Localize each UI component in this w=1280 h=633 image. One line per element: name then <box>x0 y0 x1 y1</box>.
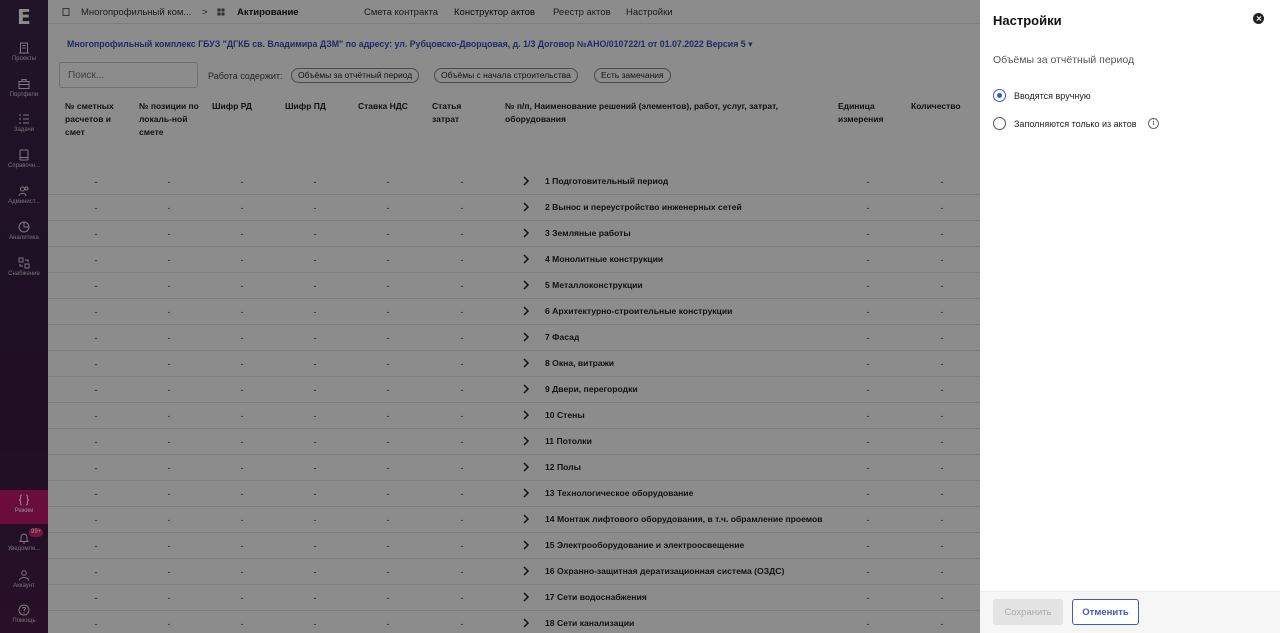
table-cell: - <box>866 567 870 577</box>
radio-manual[interactable] <box>993 89 1006 102</box>
table-cell: - <box>167 411 171 421</box>
table-cell: - <box>167 281 171 291</box>
table-cell: - <box>866 359 870 369</box>
table-cell: - <box>386 567 390 577</box>
notification-badge: 99+ <box>31 529 42 535</box>
table-cell: - <box>240 489 244 499</box>
column-header: № сметных расчетов и смет <box>65 101 114 137</box>
row-name: 8 Окна, витражи <box>545 358 615 368</box>
table-cell: - <box>240 203 244 213</box>
table-cell: - <box>167 541 171 551</box>
table-cell: - <box>940 177 944 187</box>
table-cell: - <box>460 463 464 473</box>
info-icon[interactable]: i <box>1148 118 1159 129</box>
table-cell: - <box>866 463 870 473</box>
row-name: 16 Охранно-защитная дератизационная система (ОЗДС) <box>545 566 785 576</box>
table-cell: - <box>94 541 98 551</box>
save-button[interactable]: Сохранить <box>993 599 1063 625</box>
table-cell: - <box>240 463 244 473</box>
table-cell: - <box>167 229 171 239</box>
table-cell: - <box>313 359 317 369</box>
table-cell: - <box>866 255 870 265</box>
row-name: 7 Фасад <box>545 332 580 342</box>
sidebar-item-label: Справочн... <box>7 163 41 169</box>
column-header: № п/п, Наименование решений (элементов), работ, услуг, затрат, оборудования <box>505 101 778 124</box>
table-cell: - <box>460 567 464 577</box>
table-cell: - <box>460 203 464 213</box>
table-cell: - <box>240 515 244 525</box>
sidebar-item-label: Уведомле... <box>7 546 41 552</box>
table-cell: - <box>460 411 464 421</box>
filter-label: Работа содержит: <box>208 71 283 81</box>
table-cell: - <box>940 307 944 317</box>
table-cell: - <box>460 593 464 603</box>
table-cell: - <box>866 203 870 213</box>
table-cell: - <box>240 567 244 577</box>
sidebar-item-label: Проекты <box>11 56 37 62</box>
close-icon[interactable] <box>1253 13 1264 24</box>
table-cell: - <box>866 489 870 499</box>
table-cell: - <box>940 255 944 265</box>
table-cell: - <box>167 437 171 447</box>
table-cell: - <box>167 619 171 629</box>
filter-chip-period-volumes[interactable]: Объёмы за отчётный период <box>291 68 419 83</box>
table-cell: - <box>167 489 171 499</box>
table-cell: - <box>240 281 244 291</box>
table-cell: - <box>866 229 870 239</box>
row-name: 12 Полы <box>545 462 581 472</box>
table-cell: - <box>386 463 390 473</box>
column-header: № позиции по локаль-ной смете <box>139 101 199 137</box>
table-cell: - <box>386 307 390 317</box>
tab-settings[interactable]: Настройки <box>626 7 673 18</box>
table-cell: - <box>94 619 98 629</box>
row-name: 1 Подготовительный период <box>545 176 669 186</box>
table-cell: - <box>866 515 870 525</box>
column-header: Статья затрат <box>432 101 462 124</box>
table-cell: - <box>940 619 944 629</box>
row-name: 15 Электрооборудование и электроосвещение <box>545 540 745 550</box>
table-cell: - <box>940 541 944 551</box>
table-cell: - <box>866 437 870 447</box>
table-cell: - <box>313 333 317 343</box>
row-name: 2 Вынос и переустройство инженерных сетей <box>545 202 742 212</box>
column-header: Количество <box>911 101 961 111</box>
table-cell: - <box>313 255 317 265</box>
filter-chip-cumulative-volumes[interactable]: Объёмы с начала строительства <box>434 68 578 83</box>
table-cell: - <box>386 255 390 265</box>
table-cell: - <box>866 541 870 551</box>
section-label: Объёмы за отчётный период <box>993 54 1135 66</box>
table-cell: - <box>240 437 244 447</box>
table-cell: - <box>940 359 944 369</box>
table-cell: - <box>460 489 464 499</box>
table-cell: - <box>313 463 317 473</box>
table-cell: - <box>313 515 317 525</box>
panel-title: Настройки <box>993 13 1062 28</box>
app-logo: E <box>17 5 31 29</box>
row-name: 11 Потолки <box>545 436 592 446</box>
table-cell: - <box>386 437 390 447</box>
breadcrumb-separator: > <box>202 7 208 18</box>
sidebar-item-label: Снабжение <box>8 271 40 277</box>
table-cell: - <box>167 359 171 369</box>
table-cell: - <box>240 619 244 629</box>
column-header: Шифр РД <box>212 101 252 111</box>
table-cell: - <box>94 489 98 499</box>
table-cell: - <box>167 333 171 343</box>
row-name: 10 Стены <box>545 410 585 420</box>
table-cell: - <box>94 385 98 395</box>
table-cell: - <box>94 463 98 473</box>
table-cell: - <box>460 255 464 265</box>
table-cell: - <box>866 281 870 291</box>
table-cell: - <box>386 593 390 603</box>
row-name: 4 Монолитные конструкции <box>545 254 664 264</box>
table-cell: - <box>240 541 244 551</box>
table-cell: - <box>313 541 317 551</box>
table-cell: - <box>167 515 171 525</box>
row-name: 13 Технологическое оборудование <box>545 488 694 498</box>
table-cell: - <box>386 333 390 343</box>
table-cell: - <box>313 489 317 499</box>
table-cell: - <box>866 411 870 421</box>
table-cell: - <box>240 307 244 317</box>
table-cell: - <box>167 593 171 603</box>
row-name: 17 Сети водоснабжения <box>545 592 647 602</box>
sidebar-item-label: Админист... <box>8 199 40 205</box>
cancel-button[interactable]: Отменить <box>1072 599 1139 625</box>
table-cell: - <box>313 385 317 395</box>
row-name: 3 Земляные работы <box>545 228 631 238</box>
project-title[interactable]: Многопрофильный комплекс ГБУЗ "ДГКБ св. Владимира ДЗМ" по адресу: ул. Рубцовско-Дворцовая, д. 1/3 Договор №АНО/010722/1 от 01.07.2022 Версия 5 ▾ <box>67 39 753 49</box>
table-cell: - <box>167 255 171 265</box>
table-cell: - <box>386 541 390 551</box>
table-cell: - <box>167 385 171 395</box>
table-cell: - <box>240 229 244 239</box>
table-cell: - <box>866 307 870 317</box>
table-cell: - <box>386 281 390 291</box>
table-cell: - <box>460 437 464 447</box>
table-cell: - <box>460 541 464 551</box>
table-cell: - <box>940 515 944 525</box>
column-header: Единица измерения <box>838 101 884 124</box>
tab-act-builder[interactable]: Конструктор актов <box>454 7 535 18</box>
table-cell: - <box>866 619 870 629</box>
table-cell: - <box>313 411 317 421</box>
table-cell: - <box>240 385 244 395</box>
sidebar-item-label: Режим <box>14 508 34 514</box>
table-cell: - <box>313 593 317 603</box>
table-cell: - <box>94 359 98 369</box>
table-cell: - <box>460 619 464 629</box>
sidebar-item-label: Задачи <box>13 127 35 133</box>
table-cell: - <box>94 281 98 291</box>
table-cell: - <box>94 515 98 525</box>
sidebar-item-label: Аналитика <box>9 235 39 241</box>
table-cell: - <box>866 593 870 603</box>
table-cell: - <box>940 203 944 213</box>
table-cell: - <box>240 177 244 187</box>
table-cell: - <box>94 411 98 421</box>
table-cell: - <box>94 567 98 577</box>
table-cell: - <box>386 359 390 369</box>
table-cell: - <box>386 515 390 525</box>
table-cell: - <box>313 177 317 187</box>
table-cell: - <box>940 229 944 239</box>
table-cell: - <box>167 177 171 187</box>
table-cell: - <box>940 333 944 343</box>
table-cell: - <box>386 619 390 629</box>
table-cell: - <box>866 385 870 395</box>
tab-act-registry[interactable]: Реестр актов <box>553 7 611 18</box>
radio-from-acts[interactable] <box>993 117 1006 130</box>
table-cell: - <box>94 229 98 239</box>
table-cell: - <box>460 385 464 395</box>
table-cell: - <box>167 463 171 473</box>
table-cell: - <box>460 177 464 187</box>
breadcrumb-current: Актирование <box>237 7 299 18</box>
table-cell: - <box>940 489 944 499</box>
table-cell: - <box>460 359 464 369</box>
table-cell: - <box>94 177 98 187</box>
table-cell: - <box>313 203 317 213</box>
table-cell: - <box>240 593 244 603</box>
filter-chip-has-remarks[interactable]: Есть замечания <box>594 68 671 83</box>
table-cell: - <box>386 489 390 499</box>
panel-footer <box>980 591 1280 633</box>
row-name: 14 Монтаж лифтового оборудования, в т.ч. обрамление проемов <box>545 514 823 524</box>
row-name: 9 Двери, перегородки <box>545 384 638 394</box>
table-cell: - <box>313 229 317 239</box>
table-cell: - <box>167 203 171 213</box>
table-cell: - <box>240 359 244 369</box>
table-cell: - <box>313 619 317 629</box>
table-cell: - <box>94 593 98 603</box>
table-cell: - <box>940 281 944 291</box>
tab-contract-estimate[interactable]: Смета контракта <box>364 7 439 18</box>
table-cell: - <box>313 281 317 291</box>
table-cell: - <box>940 463 944 473</box>
table-cell: - <box>460 333 464 343</box>
table-cell: - <box>94 307 98 317</box>
column-header: Ставка НДС <box>358 101 408 111</box>
sidebar-item-label: Аккаунт <box>13 583 35 589</box>
table-cell: - <box>167 307 171 317</box>
table-cell: - <box>386 203 390 213</box>
table-cell: - <box>940 385 944 395</box>
table-cell: - <box>940 567 944 577</box>
table-cell: - <box>940 593 944 603</box>
table-cell: - <box>460 281 464 291</box>
table-cell: - <box>386 385 390 395</box>
radio-label-from-acts[interactable]: Заполняются только из актов <box>1014 119 1137 129</box>
sidebar-item-label: Помощь <box>12 618 36 624</box>
table-cell: - <box>240 333 244 343</box>
table-cell: - <box>240 255 244 265</box>
breadcrumb-project[interactable]: Многопрофильный ком... <box>81 7 192 18</box>
table-cell: - <box>94 203 98 213</box>
table-cell: - <box>460 307 464 317</box>
row-name: 18 Сети канализации <box>545 618 635 628</box>
table-cell: - <box>386 229 390 239</box>
row-name: 5 Металлоконструкции <box>545 280 643 290</box>
table-cell: - <box>167 567 171 577</box>
table-cell: - <box>386 177 390 187</box>
table-cell: - <box>313 437 317 447</box>
table-cell: - <box>866 177 870 187</box>
sidebar-item-label: Портфели <box>9 92 39 98</box>
table-cell: - <box>866 333 870 343</box>
column-header: Шифр ПД <box>285 101 326 111</box>
table-cell: - <box>94 255 98 265</box>
table-cell: - <box>460 515 464 525</box>
table-cell: - <box>313 307 317 317</box>
table-cell: - <box>94 333 98 343</box>
table-cell: - <box>940 437 944 447</box>
table-cell: - <box>940 411 944 421</box>
radio-label-manual[interactable]: Вводятся вручную <box>1014 91 1091 101</box>
table-cell: - <box>460 229 464 239</box>
table-cell: - <box>386 411 390 421</box>
table-cell: - <box>94 437 98 447</box>
settings-panel <box>980 0 1280 633</box>
row-name: 6 Архитектурно-строительные конструкции <box>545 306 733 316</box>
table-cell: - <box>240 411 244 421</box>
table-cell: - <box>313 567 317 577</box>
